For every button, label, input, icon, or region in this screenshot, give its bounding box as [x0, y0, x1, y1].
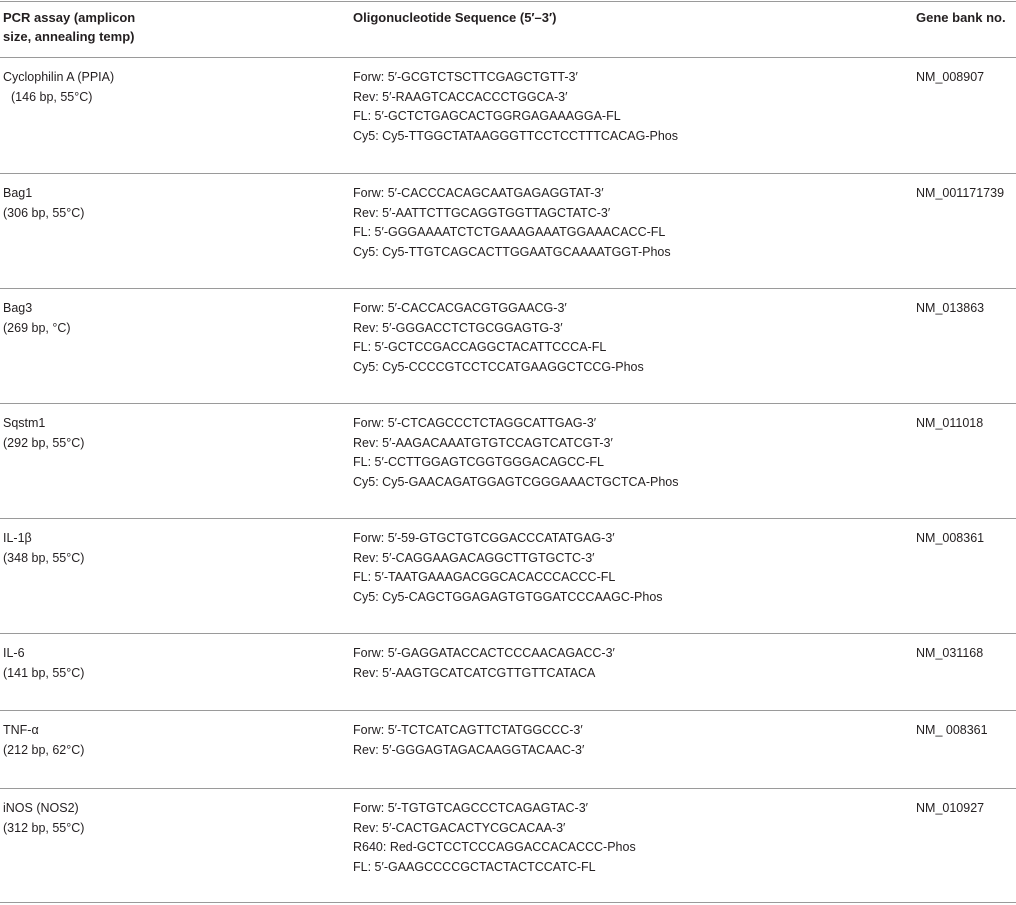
table-row	[0, 404, 1016, 519]
sequence-line: Forw: 5′-GAGGATACCACTCCCAACAGACC-3′	[353, 646, 615, 660]
sequence-line: Forw: 5′-CACCCACAGCAATGAGAGGTAT-3′	[353, 186, 604, 200]
genebank-cell: NM_013863	[916, 301, 985, 315]
table-row	[0, 289, 1016, 404]
assay-name: Cyclophilin A (PPIA)	[3, 70, 115, 84]
table-row	[0, 58, 1016, 174]
sequence-line: R640: Red-GCTCCTCCCAGGACCACACCC-Phos	[353, 840, 636, 854]
assay-cell	[3, 414, 84, 453]
assay-name: IL-1β	[3, 531, 32, 545]
assay-cell	[3, 68, 114, 107]
assay-cell	[3, 721, 84, 760]
table-row	[0, 174, 1016, 289]
assay-cell	[3, 184, 84, 223]
sequence-line: Forw: 5′-CTCAGCCCTCTAGGCATTGAG-3′	[353, 416, 597, 430]
sequence-cell	[353, 68, 678, 146]
sequence-line: Forw: 5′-CACCACGACGTGGAACG-3′	[353, 301, 567, 315]
header-sequence: Oligonucleotide Sequence (5′–3′)	[353, 10, 557, 25]
assay-cell	[3, 529, 84, 568]
header-genebank: Gene bank no.	[916, 10, 1006, 25]
table-header	[0, 0, 1016, 58]
assay-name: IL-6	[3, 646, 25, 660]
sequence-line: FL: 5′-CCTTGGAGTCGGTGGGACAGCC-FL	[353, 455, 604, 469]
genebank-cell: NM_008907	[916, 70, 985, 84]
table-row	[0, 789, 1016, 902]
genebank-cell: NM_008361	[916, 531, 985, 545]
assay-detail: (212 bp, 62°C)	[3, 742, 85, 757]
sequence-line: Rev: 5′-AAGACAAATGTGTCCAGTCATCGT-3′	[353, 435, 613, 450]
sequence-cell	[353, 529, 663, 607]
table-row	[0, 634, 1016, 711]
sequence-cell	[353, 799, 636, 877]
assay-name: Bag1	[3, 186, 33, 200]
assay-cell	[3, 644, 84, 683]
assay-cell	[3, 299, 71, 338]
sequence-line: Rev: 5′-AATTCTTGCAGGTGGTTAGCTATC-3′	[353, 205, 611, 220]
sequence-cell	[353, 721, 584, 760]
table-row	[0, 519, 1016, 634]
assay-detail: (312 bp, 55°C)	[3, 820, 85, 835]
genebank-cell: NM_010927	[916, 801, 985, 815]
bottom-rule	[0, 902, 1016, 903]
sequence-cell	[353, 184, 671, 262]
assay-detail: (141 bp, 55°C)	[3, 665, 85, 680]
sequence-line: Cy5: Cy5-TTGGCTATAAGGGTTCCTCCTTTCACAG-Phos	[353, 128, 679, 143]
sequence-line: Rev: 5′-CAGGAAGACAGGCTTGTGCTC-3′	[353, 550, 595, 565]
sequence-line: Rev: 5′-RAAGTCACCACCCTGGCA-3′	[353, 89, 568, 104]
assay-detail: (292 bp, 55°C)	[3, 435, 85, 450]
assay-name: Bag3	[3, 301, 33, 315]
sequence-line: Rev: 5′-AAGTGCATCATCGTTGTTCATACA	[353, 665, 596, 680]
genebank-cell: NM_ 008361	[916, 723, 988, 737]
assay-detail: (306 bp, 55°C)	[3, 205, 85, 220]
table-row	[0, 711, 1016, 789]
genebank-cell: NM_011018	[916, 416, 984, 430]
sequence-line: Rev: 5′-GGGAGTAGACAAGGTACAAC-3′	[353, 742, 585, 757]
sequence-line: Rev: 5′-CACTGACACTYCGCACAA-3′	[353, 820, 566, 835]
sequence-line: FL: 5′-GGGAAAATCTCTGAAAGAAATGGAAACACC-FL	[353, 225, 666, 239]
sequence-line: Forw: 5′-59-GTGCTGTCGGACCCATATGAG-3′	[353, 531, 615, 545]
genebank-cell: NM_001171739	[916, 186, 1005, 200]
assay-cell	[3, 799, 84, 838]
sequence-line: FL: 5′-GCTCTGAGCACTGGRGAGAAAGGA-FL	[353, 109, 621, 123]
sequence-line: Forw: 5′-TCTCATCAGTTCTATGGCCC-3′	[353, 723, 583, 737]
sequence-cell	[353, 644, 615, 683]
sequence-cell	[353, 299, 644, 377]
sequence-line: Cy5: Cy5-CCCCGTCCTCCATGAAGGCTCCG-Phos	[353, 359, 644, 374]
sequence-line: Forw: 5′-TGTGTCAGCCCTCAGAGTAC-3′	[353, 801, 589, 815]
header-assay: PCR assay (amplicon size, annealing temp)	[3, 10, 136, 44]
sequence-line: FL: 5′-TAATGAAAGACGGCACACCCACCC-FL	[353, 570, 616, 584]
sequence-line: Forw: 5′-GCGTCTSCTTCGAGCTGTT-3′	[353, 70, 578, 84]
sequence-line: FL: 5′-GCTCCGACCAGGCTACATTCCCA-FL	[353, 340, 607, 354]
sequence-cell	[353, 414, 679, 492]
assay-name: Sqstm1	[3, 416, 46, 430]
sequence-line: FL: 5′-GAAGCCCCGCTACTACTCCATC-FL	[353, 859, 596, 874]
assay-name: TNF-α	[3, 723, 39, 737]
sequence-line: Cy5: Cy5-GAACAGATGGAGTCGGGAAACTGCTCA-Phos	[353, 474, 679, 489]
genebank-cell: NM_031168	[916, 646, 984, 660]
sequence-line: Cy5: Cy5-TTGTCAGCACTTGGAATGCAAAATGGT-Phos	[353, 244, 671, 259]
assay-detail: (348 bp, 55°C)	[3, 550, 85, 565]
sequence-line: Cy5: Cy5-CAGCTGGAGAGTGTGGATCCCAAGC-Phos	[353, 589, 663, 604]
assay-detail: (269 bp, °C)	[3, 320, 71, 335]
assay-name: iNOS (NOS2)	[3, 801, 79, 815]
sequence-line: Rev: 5′-GGGACCTCTGCGGAGTG-3′	[353, 320, 563, 335]
assay-detail: (146 bp, 55°C)	[11, 89, 93, 104]
